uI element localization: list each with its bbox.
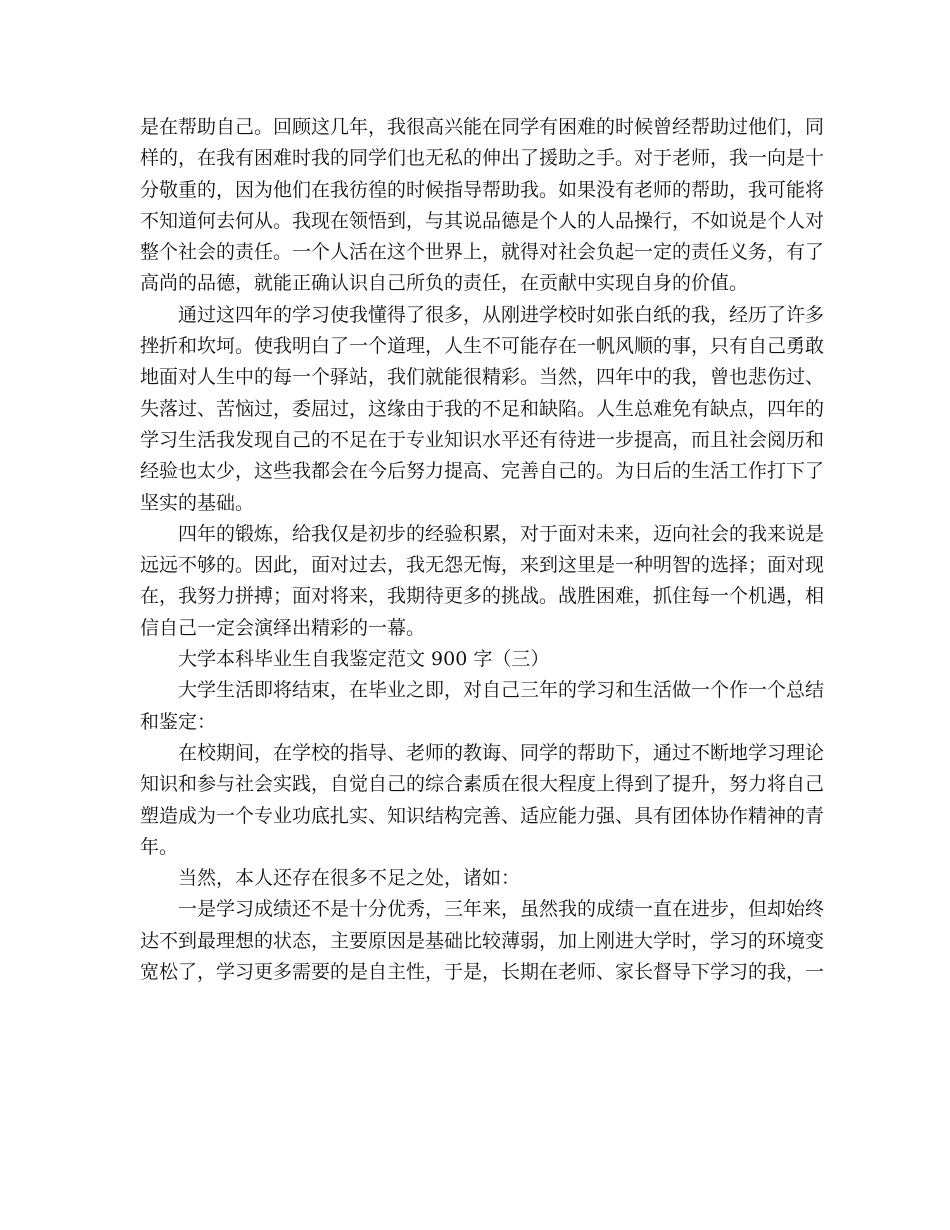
text-line: 整个社会的责任。一个人活在这个世界上，就得对社会负起一定的责任义务，有了 bbox=[140, 241, 825, 264]
text-line: 地面对人生中的每一个驿站，我们就能很精彩。当然，四年中的我，曾也悲伤过、 bbox=[140, 366, 825, 389]
text-line: 学习生活我发现自己的不足在于专业知识水平还有待进一步提高，而且社会阅历和 bbox=[140, 428, 825, 451]
text-line: 塑造成为一个专业功底扎实、知识结构完善、适应能力强、具有团体协作精神的青 bbox=[140, 804, 825, 827]
paragraph-first-line: 大学生活即将结束，在毕业之即，对自己三年的学习和生活做一个作一个总结 bbox=[178, 679, 825, 702]
text-line: 失落过、苦恼过，委屈过，这缘由于我的不足和缺陷。人生总难免有缺点，四年的 bbox=[140, 397, 825, 420]
text-line: 不知道何去何从。我现在领悟到，与其说品德是个人的人品操行，不如说是个人对 bbox=[140, 209, 825, 232]
paragraph-first-line: 通过这四年的学习使我懂得了很多，从刚进学校时如张白纸的我，经历了许多 bbox=[178, 303, 825, 326]
paragraph-first-line: 在校期间，在学校的指导、老师的教诲、同学的帮助下，通过不断地学习理论 bbox=[178, 741, 825, 764]
paragraph-first-line: 四年的锻炼，给我仅是初步的经验积累，对于面对未来，迈向社会的我来说是 bbox=[178, 522, 825, 545]
paragraph-first-line: 当然，本人还存在很多不足之处，诸如： bbox=[178, 867, 521, 890]
text-line: 信自己一定会演绎出精彩的一幕。 bbox=[140, 616, 426, 639]
text-line: 在，我努力拼搏；面对将来，我期待更多的挑战。战胜困难，抓住每一个机遇，相 bbox=[140, 585, 825, 608]
text-line: 高尚的品德，就能正确认识自己所负的责任，在贡献中实现自身的价值。 bbox=[140, 272, 749, 295]
text-line: 年。 bbox=[140, 835, 179, 858]
text-line: 远远不够的。因此，面对过去，我无怨无悔，来到这里是一种明智的选择；面对现 bbox=[140, 554, 825, 577]
text-line: 样的，在我有困难时我的同学们也无私的伸出了援助之手。对于老师，我一向是十 bbox=[140, 147, 825, 170]
paragraph-first-line: 一是学习成绩还不是十分优秀，三年来，虽然我的成绩一直在进步，但却始终 bbox=[178, 898, 825, 921]
text-line: 坚实的基础。 bbox=[140, 491, 255, 514]
text-line: 挫折和坎坷。使我明白了一个道理，人生不可能存在一帆风顺的事，只有自己勇敢 bbox=[140, 335, 825, 358]
document-page bbox=[140, 112, 825, 988]
text-line: 分敬重的，因为他们在我彷徨的时候指导帮助我。如果没有老师的帮助，我可能将 bbox=[140, 178, 825, 201]
text-line: 经验也太少，这些我都会在今后努力提高、完善自己的。为日后的生活工作打下了 bbox=[140, 460, 825, 483]
text-line: 是在帮助自己。回顾这几年，我很高兴能在同学有困难的时候曾经帮助过他们，同 bbox=[140, 116, 825, 138]
text-line: 和鉴定： bbox=[140, 710, 217, 733]
text-line: 知识和参与社会实践，自觉自己的综合素质在很大程度上得到了提升，努力将自己 bbox=[140, 773, 825, 796]
text-line: 宽松了，学习更多需要的是自主性，于是，长期在老师、家长督导下学习的我，一 bbox=[140, 961, 825, 984]
text-line: 达不到最理想的状态，主要原因是基础比较薄弱，加上刚进大学时，学习的环境变 bbox=[140, 929, 825, 952]
paragraph-first-line: 大学本科毕业生自我鉴定范文 900 字（三） bbox=[178, 648, 550, 671]
